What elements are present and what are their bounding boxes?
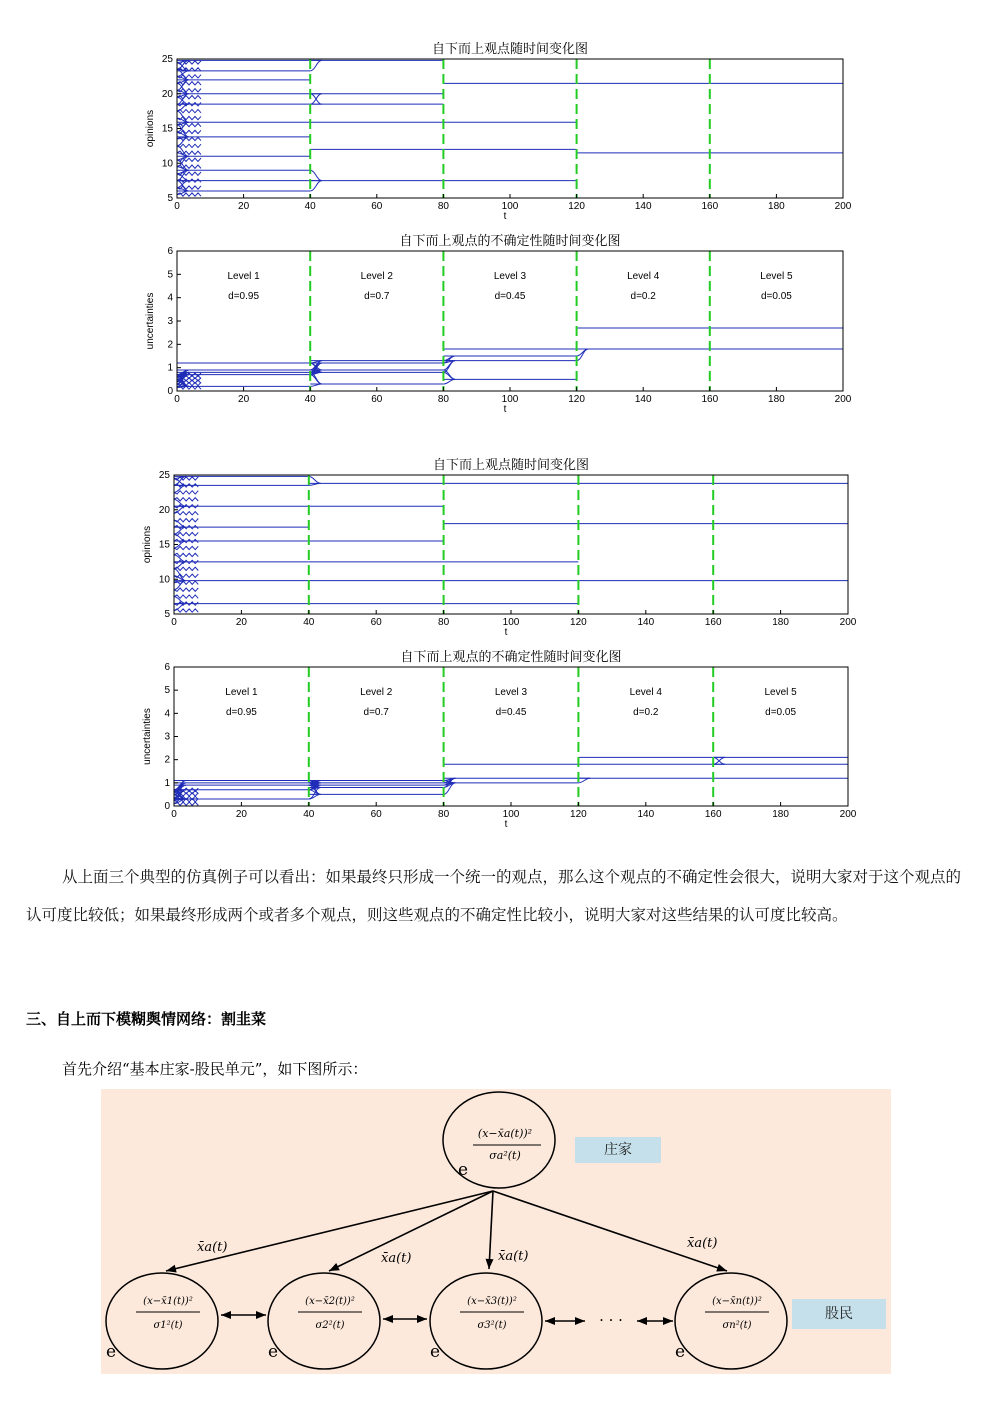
x-tick-label: 180 [772,809,789,820]
x-tick-label: 60 [371,201,383,212]
peer-arrow-head [663,1317,673,1325]
y-axis-label: uncertainties [142,708,153,765]
level-label: Level 1 [227,271,260,282]
d-label: d=0.05 [765,707,797,718]
investor-exponent-denominator: σ2²(t) [315,1320,345,1331]
x-tick-label: 20 [238,394,250,405]
investor-exponent-numerator: (x−x̄n(t))² [712,1296,762,1307]
x-tick-label: 100 [502,617,520,628]
dealer-tag: 庄家 [575,1137,661,1163]
x-tick-label: 40 [304,201,316,212]
x-tick-label: 200 [839,809,857,820]
y-tick-label: 15 [161,123,173,135]
chart-title: 自下而上观点的不确定性随时间变化图 [399,234,621,249]
investor-exponent-numerator: (x−x̄1(t))² [143,1296,193,1307]
uncertainty-chart-2 [0,646,992,841]
merge-curve [443,379,455,384]
initial-oscillation [174,574,198,577]
x-tick-label: 140 [634,201,652,212]
diagram-svg [101,1089,891,1374]
y-tick-label: 10 [158,574,170,586]
merge-curve [310,94,322,104]
x-tick-label: 160 [704,809,722,820]
y-tick-label: 20 [161,88,173,100]
investor-exponent-denominator: σ3²(t) [477,1320,507,1331]
edge-to-node-n-head [716,1264,727,1272]
initial-oscillation [174,609,198,612]
chart-svg [0,452,992,647]
investor-exponent-numerator: (x−x̄2(t))² [305,1296,355,1307]
edge-to-node-3-head [486,1259,494,1269]
merge-curve [713,757,725,764]
conclusion-paragraph [26,858,968,934]
x-tick-label: 100 [502,809,520,820]
initial-oscillation [177,116,201,119]
d-label: d=0.7 [364,291,390,302]
opinions-chart-1 [0,30,992,230]
x-tick-label: 20 [238,201,250,212]
y-tick-label: 4 [167,292,173,304]
x-tick-label: 80 [437,394,449,405]
y-tick-label: 15 [158,539,170,551]
plot-frame [174,475,848,614]
investor-tag: 股民 [792,1299,886,1329]
peer-arrow-head [545,1317,555,1325]
d-label: d=0.7 [363,707,389,718]
level-label: Level 2 [360,687,393,698]
investor-exponent-denominator: σn²(t) [722,1320,752,1331]
x-tick-label: 120 [570,809,587,820]
x-axis-label: t [504,627,508,638]
x-tick-label: 180 [768,201,785,212]
x-tick-label: 180 [768,394,785,405]
investor-exponent-denominator: σ1²(t) [153,1320,183,1331]
edge-label: x̄a(t) [498,1249,529,1264]
level-label: Level 5 [760,271,793,282]
x-tick-label: 80 [438,809,450,820]
exp-base: e [105,1342,117,1362]
x-axis-label: t [503,211,507,222]
d-label: d=0.05 [760,291,792,302]
x-tick-label: 60 [370,809,382,820]
paragraph-text: 从上面三个典型的仿真例子可以看出：如果最终只形成一个统一的观点，那么这个观点的不确定性会很大，说明大家对于这个观点的认可度比较低；如果最终形成两个或者多个观点，则这些观点的不确定性比较小，说明大家对这些结果的认可度比较高。 [26,868,962,924]
initial-oscillation [177,123,201,126]
series-group [177,60,843,196]
x-tick-label: 120 [568,394,585,405]
dealer-investor-diagram [101,1089,891,1374]
x-axis-label: t [503,404,507,415]
series-group [174,476,848,612]
edge-label: x̄a(t) [381,1251,412,1266]
peer-arrow-head [383,1315,393,1323]
x-tick-label: 80 [437,201,449,212]
initial-oscillation [174,519,198,522]
edge-to-node-1 [166,1191,493,1271]
d-label: d=0.2 [633,707,659,718]
exp-base: e [674,1342,686,1362]
exp-base: e [457,1160,469,1180]
x-tick-label: 200 [834,201,852,212]
chart-svg [0,646,992,841]
peer-arrow-head [256,1311,266,1319]
level-label: Level 4 [629,687,662,698]
x-tick-label: 100 [501,394,519,405]
x-tick-label: 0 [171,809,177,820]
x-tick-label: 140 [634,394,652,405]
peer-arrow-head [221,1311,231,1319]
y-tick-label: 3 [164,731,170,743]
merge-curve [310,375,322,384]
peer-arrow-head [417,1315,427,1323]
y-axis-label: opinions [142,525,153,564]
x-tick-label: 60 [370,617,382,628]
investor-exponent-numerator: (x−x̄3(t))² [467,1296,517,1307]
level-label: Level 2 [360,271,393,282]
x-tick-label: 160 [701,201,719,212]
x-tick-label: 120 [568,201,585,212]
initial-oscillation [177,130,201,133]
x-tick-label: 200 [834,394,852,405]
merge-curve [310,181,322,191]
uncertainty-chart-1 [0,228,992,423]
initial-oscillation [177,193,201,196]
series-group [177,328,843,389]
merge-curve [578,778,590,783]
chart-title: 自下而上观点随时间变化图 [432,458,590,473]
y-tick-label: 25 [161,54,173,65]
initial-oscillation [174,802,198,805]
x-tick-label: 40 [303,617,315,628]
merge-curve [310,170,322,180]
d-label: d=0.45 [495,707,527,718]
initial-oscillation [174,567,198,570]
initial-oscillation [177,82,201,85]
x-tick-label: 80 [438,617,450,628]
edge-to-node-2-head [329,1263,340,1271]
chart-title: 自下而上观点的不确定性随时间变化图 [400,650,622,665]
d-label: d=0.95 [225,707,257,718]
peer-arrow-head [575,1317,585,1325]
y-tick-label: 2 [167,339,173,351]
x-tick-label: 200 [839,617,857,628]
x-tick-label: 0 [174,394,180,405]
initial-oscillation [177,89,201,92]
y-tick-label: 6 [164,662,170,673]
y-tick-label: 5 [164,609,170,620]
merge-curve [577,349,589,361]
x-axis-label: t [504,819,508,830]
dealer-exponent-denominator: σa²(t) [489,1149,521,1162]
x-tick-label: 140 [637,809,655,820]
y-tick-label: 1 [164,777,170,789]
merge-curve [309,476,321,483]
initial-oscillation [174,512,198,515]
initial-oscillation [177,144,201,147]
x-tick-label: 160 [704,617,722,628]
y-tick-label: 5 [164,685,170,697]
x-tick-label: 0 [171,617,177,628]
dealer-exponent-numerator: (x−x̄a(t))² [477,1127,533,1140]
y-axis-label: opinions [145,109,156,148]
d-label: d=0.95 [228,291,260,302]
y-tick-label: 5 [167,269,173,281]
exp-base: e [429,1342,441,1362]
d-label: d=0.2 [630,291,656,302]
y-tick-label: 6 [167,246,173,257]
level-label: Level 3 [493,271,527,282]
chart-svg [0,228,992,423]
y-tick-label: 20 [158,504,170,516]
chart-svg [0,30,992,230]
x-tick-label: 100 [501,201,519,212]
edge-label: x̄a(t) [687,1236,718,1251]
y-tick-label: 0 [167,386,173,397]
y-axis-label: uncertainties [145,292,156,350]
diagram-intro: 首先介绍“基本庄家-股民单元”，如下图所示： [62,1060,368,1078]
y-tick-label: 1 [167,362,173,374]
y-tick-label: 5 [167,193,173,204]
x-tick-label: 0 [174,201,180,212]
x-tick-label: 60 [371,394,383,405]
y-tick-label: 25 [158,470,170,481]
exp-base: e [267,1342,279,1362]
y-tick-label: 10 [161,158,173,170]
y-tick-label: 4 [164,708,170,720]
x-tick-label: 120 [570,617,587,628]
x-tick-label: 180 [772,617,789,628]
level-label: Level 5 [764,687,797,698]
x-tick-label: 20 [235,809,247,820]
opinions-chart-2 [0,452,992,647]
ellipsis: · · · [599,1311,623,1329]
edge-label: x̄a(t) [197,1240,228,1255]
y-tick-label: 0 [164,801,170,812]
x-tick-label: 140 [637,617,655,628]
series-group [174,757,848,805]
edge-to-node-3 [489,1191,493,1269]
x-tick-label: 20 [235,617,247,628]
y-tick-label: 2 [164,754,170,766]
x-tick-label: 160 [701,394,719,405]
initial-oscillation [174,588,198,591]
level-label: Level 3 [494,687,528,698]
section-heading: 三、自上而下模糊舆情网络：割韭菜 [26,1010,267,1028]
merge-curve [310,60,322,70]
x-tick-label: 40 [303,809,315,820]
initial-oscillation [177,109,201,112]
chart-title: 自下而上观点随时间变化图 [431,42,589,57]
x-tick-label: 40 [304,394,316,405]
y-tick-label: 3 [167,316,173,327]
level-label: Level 4 [627,271,660,282]
level-label: Level 1 [225,687,258,698]
peer-arrow-head [637,1317,647,1325]
d-label: d=0.45 [494,291,526,302]
